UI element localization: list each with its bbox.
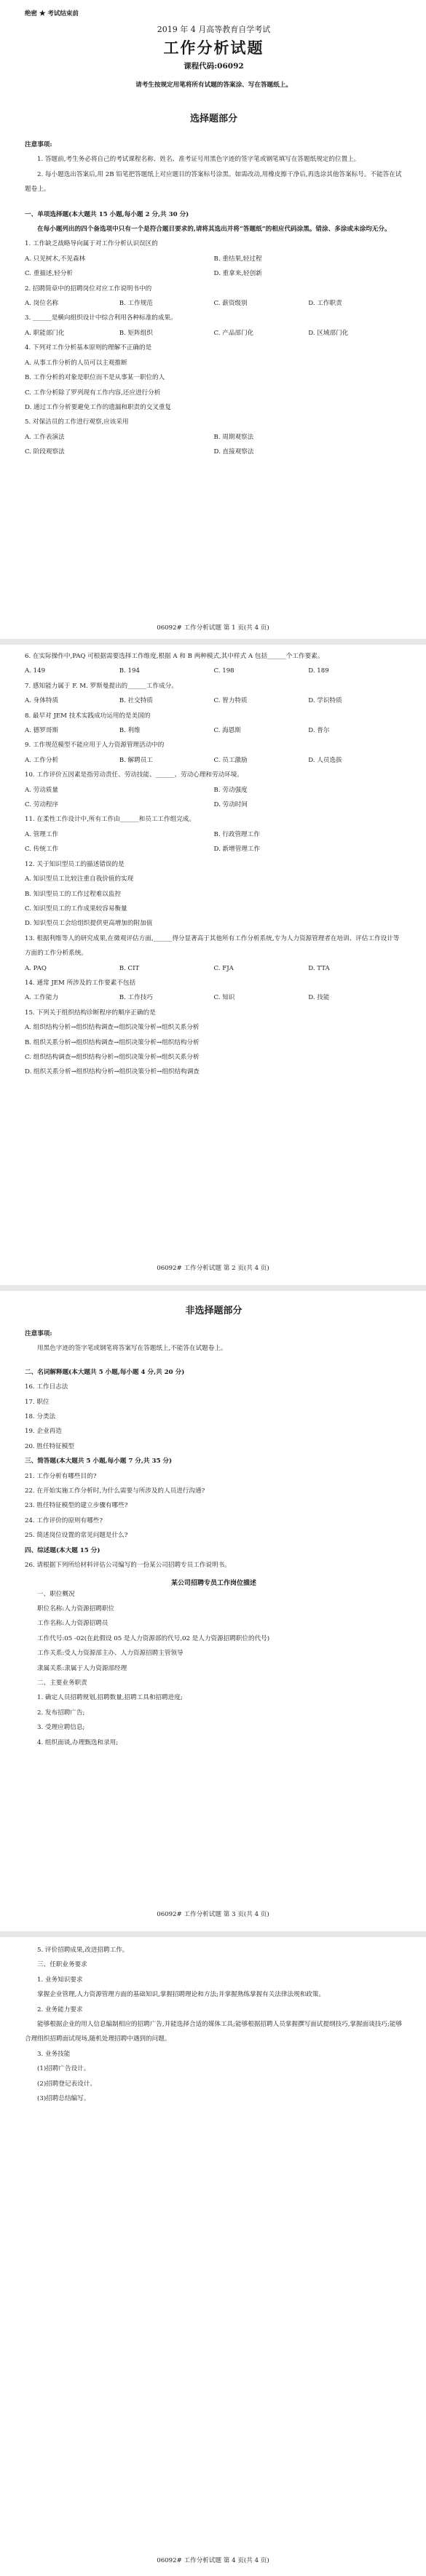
option: A. 149 [25, 667, 46, 675]
case-title: 某公司招聘专员工作岗位描述 [170, 1579, 256, 1587]
question [25, 931, 403, 976]
option: B. 劳动强度 [213, 786, 248, 794]
page-footer: 06092# 工作分析试题 第 2 页(共 4 页) [157, 1265, 269, 1272]
option: C. 知识型员工的工作成果较容易衡量 [25, 905, 127, 913]
case-line: 3. 业务技能 [37, 2050, 71, 2058]
option: B. 工作规范 [119, 300, 153, 308]
option: C. 工作分析除了罗列现有工作内容,还应进行分析 [25, 389, 161, 397]
option: D. 人员选拔 [308, 756, 342, 764]
option: A. 从事工作分析的人员可以主观推断 [25, 359, 127, 367]
notes-title: 注意事项: [25, 1330, 52, 1337]
question [25, 1006, 403, 1080]
option: D. 组织关系分析→组织结构分析→组织决策分析→组织结构调查 [25, 1068, 200, 1076]
question: 26. 请根据下列所给材料评估公司编写的一份某公司招聘专员工作说明书。 [25, 1562, 231, 1570]
case-line: 三、任职业务要求 [37, 1961, 87, 1969]
question: 22. 在开始实施工作分析时,为什么需要与所涉及的人员进行沟通? [25, 1487, 205, 1495]
question-stem: 9. 工作规范模型不能应用于人力资源管理活动中的 [25, 742, 165, 750]
page-divider [0, 1285, 426, 1291]
option: A. 德罗哥斯 [25, 727, 59, 735]
option: A. 身体特质 [25, 697, 59, 705]
section-heading: 三、简答题(本大题共 5 小题,每小题 7 分,共 35 分) [25, 1458, 173, 1466]
notes-title: 注意事项: [25, 141, 52, 148]
option: C. 传统工作 [25, 846, 59, 854]
case-line: 能够根据企业的用人信息编制相应的招聘广告,并能选择合适的媒体工具;能够根据招聘人员掌握撰写面试提纲技巧,掌握面谈技巧;能够合理组织招聘面试现场,随机处理招聘中遇到的问题。 [25, 2021, 403, 2043]
question-stem: 15. 下列关于组织结构诊断程序的顺序正确的是 [25, 1009, 156, 1017]
option: D. 工作职责 [308, 300, 342, 308]
question [25, 649, 403, 679]
option: A. 职能部门化 [25, 329, 65, 337]
question-stem: 5. 对保洁员的工作进行观察,应该采用 [25, 418, 129, 426]
option: D. 直接观察法 [213, 448, 254, 456]
option: C. 海恩斯 [213, 727, 242, 735]
option: B. 194 [119, 667, 140, 675]
page-footer: 06092# 工作分析试题 第 1 页(共 4 页) [157, 624, 269, 632]
question [25, 236, 403, 281]
question: 21. 工作分析有哪些目的? [25, 1472, 97, 1480]
option: A. 劳动质量 [25, 786, 59, 794]
option: B. 组织关系分析→组织结构调查→组织决策分析→组织结构分析 [25, 1038, 200, 1046]
page-footer: 06092# 工作分析试题 第 3 页(共 4 页) [157, 1911, 269, 1918]
option: A. 工作分析 [25, 756, 59, 764]
option: D. 技能 [308, 994, 330, 1002]
option: C. 薪资级别 [213, 300, 248, 308]
option: B. 工作技巧 [119, 994, 153, 1002]
case-line: 2. 业务能力要求 [37, 2005, 83, 2014]
question-stem: 4. 下列对工作分析基本原则的理解不正确的是 [25, 344, 152, 352]
option: D. TTA [308, 964, 330, 972]
question [25, 738, 403, 768]
warning: 请考生按规定用笔将所有试题的答案涂、写在答题纸上。 [135, 82, 292, 89]
question [25, 341, 403, 415]
option: C. 产品部门化 [213, 329, 254, 337]
case-line: 工作代号:05 -02(在此假设 05 是人力资源部的代号,02 是人力资源招聘职位的代号) [37, 1634, 270, 1642]
option: B. 矩阵组织 [119, 329, 153, 337]
case-line: 掌握企业管理,人力资源管理方面的基础知识,掌握招聘理论和方法;并掌握熟练掌握有关法律法规和政策。 [37, 1991, 326, 1999]
option: A. 管理工作 [25, 830, 59, 838]
section-instruction: 在每小题列出的四个备选项中只有一个是符合题目要求的,请将其选出并将“答题纸”的相应代码涂黑。错涂、多涂或未涂均无分。 [37, 226, 391, 234]
question [25, 976, 403, 1006]
page-1 [0, 0, 426, 639]
page-divider [0, 639, 426, 645]
question: 17. 职位 [25, 1398, 50, 1406]
note: 用黑色字迹的签字笔或钢笔将答案写在答题纸上,不能答在试题卷上。 [37, 1345, 227, 1353]
question [25, 857, 403, 931]
exam-title: 2019 年 4 月高等教育自学考试 [157, 25, 271, 34]
option: B. 行政管理工作 [213, 830, 260, 838]
section-title: 非选择题部分 [185, 1305, 242, 1316]
question: 19. 企业再造 [25, 1428, 62, 1436]
case-line: 隶属关系:隶属于人力资源部经理 [37, 1664, 127, 1672]
option: A. 知识型员工比较注重自我价值的实现 [25, 875, 134, 883]
option: C. 知识 [213, 994, 235, 1002]
option: D. 普尔 [308, 727, 330, 735]
page-4 [0, 1937, 426, 2576]
question-stem: 10. 工作评价五因素是指劳动责任、劳动技能、______、劳动心理和劳动环境。 [25, 771, 243, 779]
case-line: (1)招聘广告设计。 [37, 2065, 90, 2073]
option: A. PAQ [25, 964, 47, 972]
note: 1. 答题前,考生务必将自己的考试课程名称、姓名、准考证号用黑色字迹的签字笔或钢笔填写在答题纸规定的位置上。 [37, 156, 360, 164]
option: C. 劳动程序 [25, 801, 59, 809]
question: 20. 胜任特征模型 [25, 1442, 74, 1450]
question-stem: 14. 通常 JEM 所涉及的工作要素不包括 [25, 979, 136, 987]
question: 23. 胜任特征模型的建立步骤有哪些? [25, 1502, 128, 1510]
question: 16. 工作日志法 [25, 1383, 68, 1391]
question [25, 709, 403, 739]
question-stem: 8. 最早对 JEM 技术实践成功运用的是美国的 [25, 712, 151, 720]
course-code: 课程代码:06092 [184, 62, 244, 71]
option: A. 工作能力 [25, 994, 59, 1002]
option: D. 学识特质 [308, 697, 342, 705]
option: A. 只见树木,不见森林 [25, 255, 86, 263]
paper-title: 工作分析试题 [163, 39, 264, 57]
question-stem: 7. 感知能力属于 F. M. 罗斯曼提出的______工作成分。 [25, 682, 178, 690]
option: B. 知识型员工的工作过程难以监控 [25, 890, 122, 898]
option: D. 知识型员工会给组织提供更高增加的附加值 [25, 920, 153, 928]
case-line: (3)招聘总结编写。 [37, 2095, 90, 2103]
option: B. 工作分析的对象是职位而不是从事某一职位的人 [25, 374, 165, 382]
section-title: 选择题部分 [189, 114, 237, 124]
option: B. 重结果,轻过程 [213, 255, 262, 263]
option: D. 通过工作分析要避免工作的遗漏和职责的交叉重复 [25, 403, 172, 411]
question [25, 415, 403, 459]
option: C. FJA [213, 964, 234, 972]
section-heading: 四、综述题(本大题 15 分) [25, 1546, 100, 1554]
option: C. 组织结构调查→组织结构分析→组织决策分析→组织关系分析 [25, 1053, 200, 1061]
case-line: 4. 组织面谈,办理甄选和录用; [37, 1738, 119, 1746]
case-line: 一、职位概况 [37, 1590, 75, 1598]
option: B. 解聘员工 [119, 756, 153, 764]
page-footer: 06092# 工作分析试题 第 4 页(共 4 页) [157, 2557, 269, 2564]
case-line: 工作关系:受人力资源部主办、人力资源招聘主管领导 [37, 1650, 184, 1658]
option: D. 劳动时间 [213, 801, 248, 809]
option: A. 岗位名称 [25, 300, 59, 308]
question: 25. 简述岗位设置的常见问题是什么? [25, 1532, 128, 1540]
case-line: 1. 确定人员招聘规划,招聘数量,招聘工具和招聘进度; [37, 1694, 183, 1702]
question-stem: 13. 根据利维等人的研究成果,在微观评估方面,______得分显著高于其他所有工作分析系统,专为人力资源管理者在培训、评估工作设计等方面的工作分析系统。 [25, 934, 400, 958]
option: C. 198 [213, 667, 234, 675]
question-stem: 11. 在柔性工作设计中,所有工作由______和员工工作组完成。 [25, 816, 195, 824]
page-3 [0, 1291, 426, 1931]
question-stem: 2. 招聘简章中的招聘岗位对应工作说明书中的 [25, 285, 152, 293]
question: 18. 分类法 [25, 1413, 56, 1421]
option: D. 区域部门化 [308, 329, 349, 337]
note: 2. 每小题选出答案后,用 2B 铅笔把答题纸上对应题目的答案标号涂黑。如需改动,用橡皮擦干净后,再选涂其他答案标号。不能答在试题卷上。 [25, 170, 402, 194]
question-stem: 12. 关于知识型员工的描述错误的是 [25, 860, 125, 868]
case-line: 职位名称:人力资源招聘职位 [37, 1605, 115, 1613]
question [25, 812, 403, 856]
option: C. 阶段观察法 [25, 448, 65, 456]
section-heading: 二、名词解释题(本大题共 5 小题,每小题 4 分,共 20 分) [25, 1368, 185, 1376]
case-line: 二、主要业务职责 [37, 1679, 87, 1687]
option: C. 员工激励 [213, 756, 248, 764]
option: D. 新增管理工作 [213, 846, 261, 854]
case-line: 3. 受理应聘信息; [37, 1724, 85, 1732]
case-line: 5. 评价招聘成果,改进招聘工作。 [37, 1947, 129, 1954]
option: C. 重描述,轻分析 [25, 270, 74, 278]
option: B. 利维 [119, 727, 141, 735]
confidential-label: 绝密 ★ 考试结束前 [25, 10, 79, 17]
case-line: (2)招聘登记表设计。 [37, 2080, 96, 2088]
option: C. 智力特质 [213, 697, 248, 705]
question-stem: 3. ______是横向组织设计中综合利用各种标准的成果。 [25, 314, 177, 322]
option: D. 189 [308, 667, 329, 675]
case-line: 工作名称:人力资源招聘员 [37, 1620, 109, 1628]
case-line: 1. 业务知识要求 [37, 1976, 83, 1984]
option: B. 周期观察法 [213, 433, 254, 441]
option: D. 重拿来,轻创新 [213, 270, 262, 278]
page-divider [0, 1931, 426, 1937]
section-heading: 一、单项选择题(本大题共 15 小题,每小题 2 分,共 30 分) [25, 210, 189, 218]
question-stem: 6. 在实际操作中,PAQ 可根据需要选择工作维度,根据 A 和 B 两种模式,其中样式 A 包括______个工作要素。 [25, 653, 324, 660]
option: A. 工作表演法 [25, 433, 65, 441]
option: B. CIT [119, 964, 140, 972]
question [25, 282, 403, 311]
question [25, 311, 403, 341]
option: A. 组织结构分析→组织结构调查→组织决策分析→组织关系分析 [25, 1024, 200, 1032]
question-stem: 1. 工作缺乏战略导向属于对工作分析认识误区的 [25, 240, 158, 248]
page-2 [0, 645, 426, 1285]
question [25, 679, 403, 709]
case-line: 2. 发布招聘广告; [37, 1709, 85, 1717]
question: 24. 工作评价的原则有哪些? [25, 1516, 103, 1524]
option: B. 社交特质 [119, 697, 153, 705]
question [25, 768, 403, 812]
